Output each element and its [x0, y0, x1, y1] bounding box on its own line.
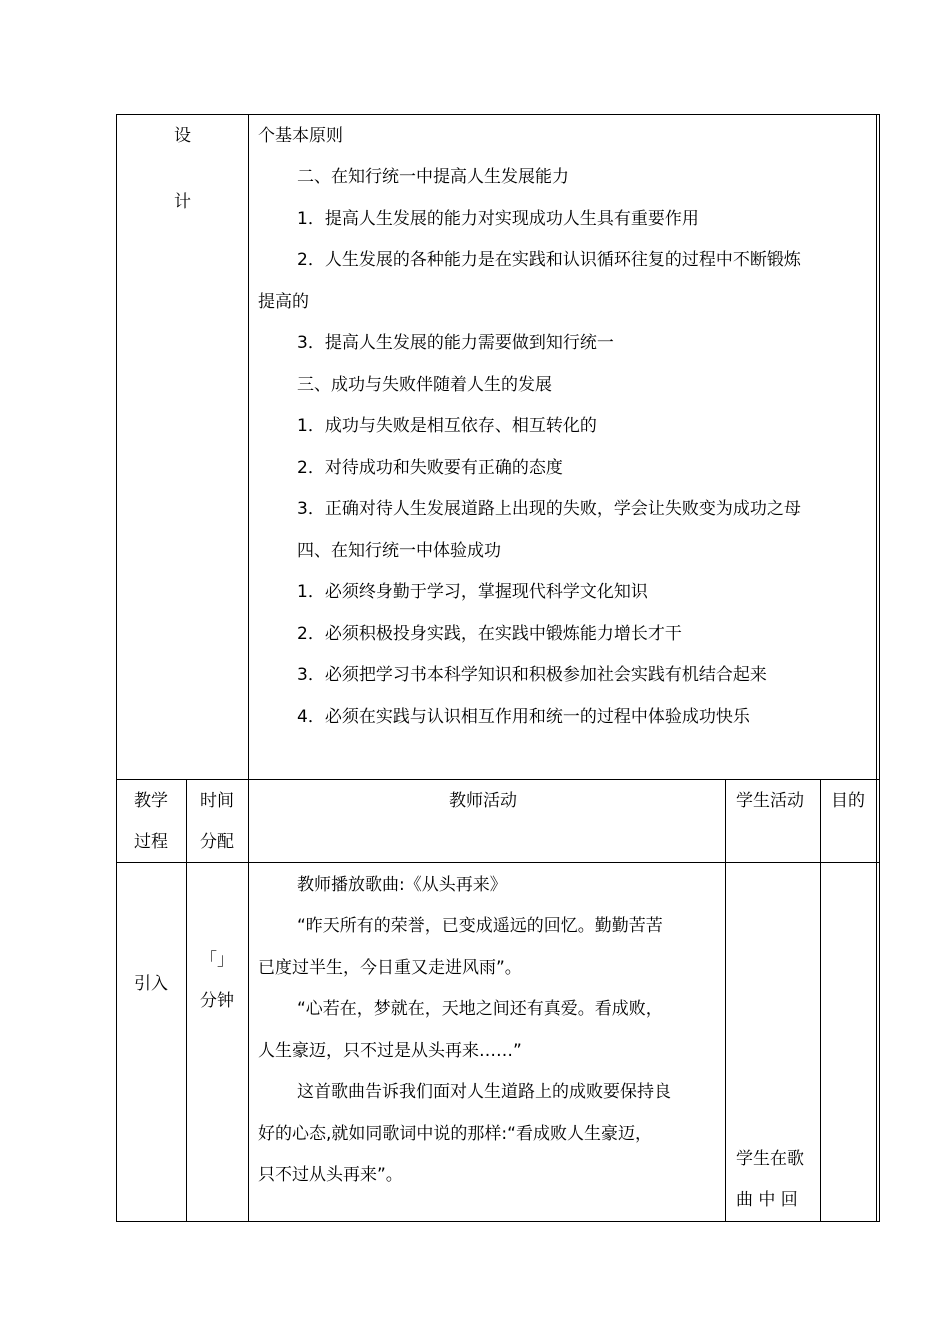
table-left-border — [116, 114, 117, 1222]
table-top-border — [116, 114, 880, 115]
design-label-2: 计 — [174, 192, 191, 212]
intro-time-1: 「」 — [200, 950, 234, 970]
header-process-1: 教学 — [134, 791, 168, 811]
header-process-2: 过程 — [134, 832, 168, 852]
col-divider-teacher-student — [725, 779, 726, 1222]
design-line: 2．必须积极投身实践，在实践中锻炼能力增长才干 — [297, 624, 682, 644]
header-teacher-activity: 教师活动 — [449, 791, 517, 811]
col-divider-main — [248, 114, 249, 1222]
teacher-line: “心若在，梦就在，天地之间还有真爱。看成败， — [297, 999, 663, 1019]
header-purpose: 目的 — [831, 791, 865, 811]
header-time-2: 分配 — [200, 832, 234, 852]
teacher-line: 已度过半生，今日重又走进风雨”。 — [258, 958, 522, 978]
design-line: 4．必须在实践与认识相互作用和统一的过程中体验成功快乐 — [297, 707, 750, 727]
teacher-line: “昨天所有的荣誉，已变成遥远的回忆。勤勤苦苦 — [297, 916, 663, 936]
design-line: 1．必须终身勤于学习，掌握现代科学文化知识 — [297, 582, 648, 602]
design-line: 四、在知行统一中体验成功 — [297, 541, 501, 561]
intro-process: 引入 — [134, 974, 168, 994]
design-line: 提高的 — [258, 292, 309, 312]
teacher-line: 人生豪迈，只不过是从头再来……” — [258, 1041, 522, 1061]
teacher-line: 好的心态,就如同歌词中说的那样:“看成败人生豪迈， — [258, 1124, 652, 1144]
design-line: 3．提高人生发展的能力需要做到知行统一 — [297, 333, 614, 353]
design-line: 2．对待成功和失败要有正确的态度 — [297, 458, 563, 478]
design-line: 1．成功与失败是相互依存、相互转化的 — [297, 416, 597, 436]
design-line: 3．必须把学习书本科学知识和积极参加社会实践有机结合起来 — [297, 665, 767, 685]
row-divider-header — [116, 862, 880, 863]
header-student-activity: 学生活动 — [736, 791, 804, 811]
design-line: 2．人生发展的各种能力是在实践和认识循环往复的过程中不断锻炼 — [297, 250, 801, 270]
table-bottom-border — [116, 1221, 880, 1222]
teacher-line: 教师播放歌曲:《从头再来》 — [297, 875, 507, 895]
design-line: 二、在知行统一中提高人生发展能力 — [297, 167, 569, 187]
header-time-1: 时间 — [200, 791, 234, 811]
design-line: 1．提高人生发展的能力对实现成功人生具有重要作用 — [297, 209, 699, 229]
design-line: 三、成功与失败伴随着人生的发展 — [297, 375, 552, 395]
design-line: 3．正确对待人生发展道路上出现的失败，学会让失败变为成功之母 — [297, 499, 801, 519]
table-right-border-double — [879, 114, 880, 1222]
table-right-border — [876, 114, 877, 1222]
col-divider-student-purpose — [820, 779, 821, 1222]
student-activity-line-2: 曲 中 回 — [736, 1190, 798, 1210]
design-line: 个基本原则 — [258, 126, 343, 146]
teacher-line: 只不过从头再来”。 — [258, 1165, 403, 1185]
design-label-1: 设 — [174, 126, 191, 146]
row-divider-design — [116, 779, 880, 780]
teacher-line: 这首歌曲告诉我们面对人生道路上的成败要保持良 — [297, 1082, 671, 1102]
col-divider-process-time — [186, 779, 187, 1222]
student-activity-line-1: 学生在歌 — [736, 1149, 804, 1169]
intro-time-2: 分钟 — [200, 991, 234, 1011]
